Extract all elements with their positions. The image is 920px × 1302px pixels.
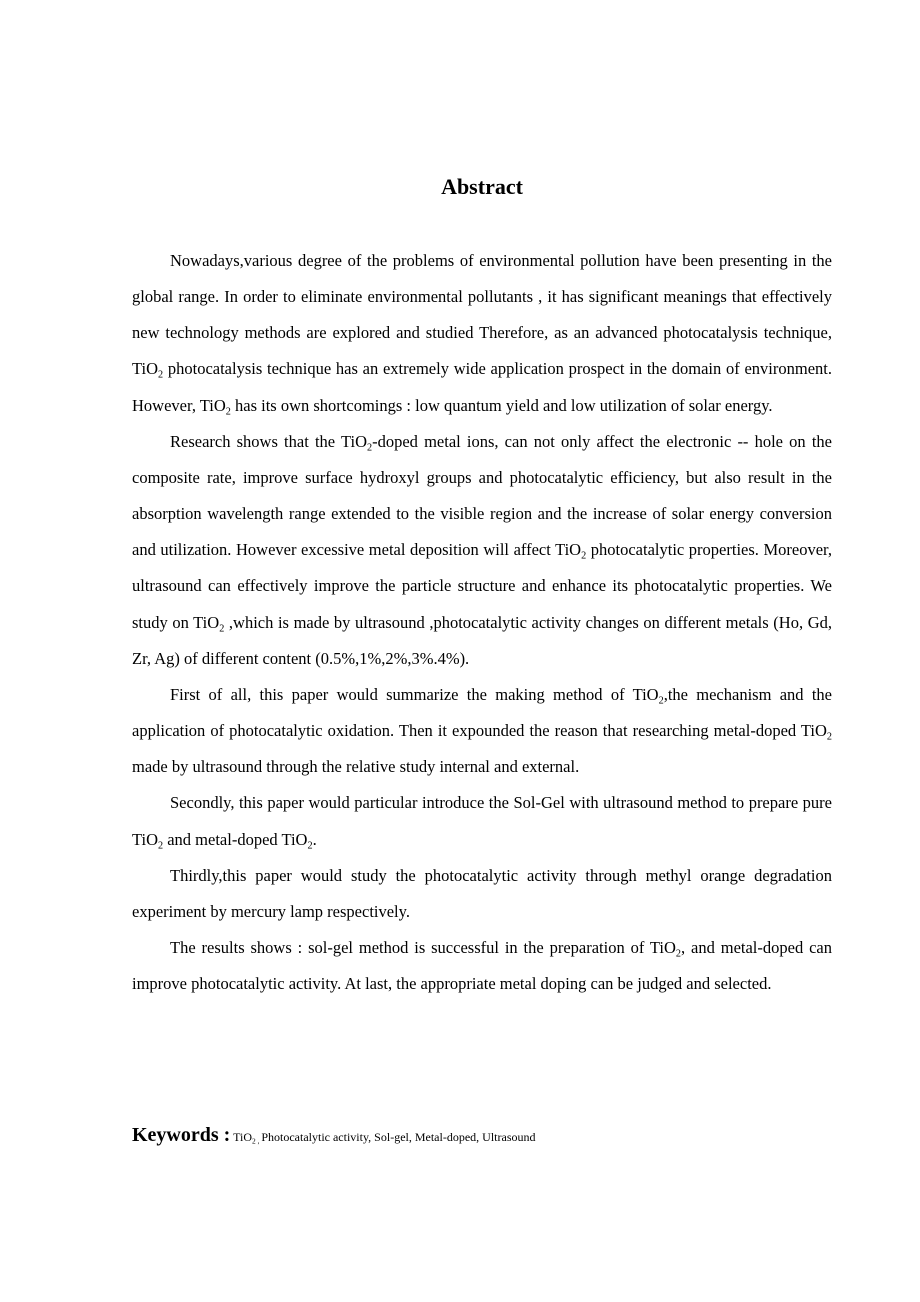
subscript: 2 (225, 405, 231, 417)
keywords-list (230, 1130, 535, 1144)
subscript: 2 (158, 369, 164, 381)
text-run: -doped metal ions, can not only affect the electronic -- hole on the composite rate, improve surface hydroxyl groups and photocatalytic efficiency, but also result in the absorption wavelength range extended to the visible region and the increase of solar energy conversion and utilization. However excessive metal deposition will affect TiO (132, 431, 832, 560)
subscript: 2 (658, 695, 664, 707)
text-run: and metal-doped TiO (163, 829, 308, 849)
text-run: The results shows : sol-gel method is successful in the preparation of TiO (170, 937, 676, 957)
abstract-paragraph (132, 930, 832, 1002)
subscript: 2 (252, 1136, 256, 1146)
text-run: photocatalytic properties. Moreover, ultrasound can effectively improve the particle structure and enhance its photocatalytic properties. We study on TiO (132, 540, 832, 632)
subscript: 2 (581, 550, 587, 562)
subscript: 2 (307, 839, 313, 851)
text-run: Secondly, this paper would particular introduce the Sol-Gel with ultrasound method to prepare pure TiO (132, 793, 832, 849)
text-run: photocatalysis technique has an extremely wide application prospect in the domain of environment. However, TiO (132, 359, 832, 415)
subscript: 2 (158, 839, 164, 851)
abstract-paragraph (132, 677, 832, 785)
subscript: 2 (219, 622, 225, 634)
text-run: made by ultrasound through the relative study internal and external. (132, 757, 580, 777)
text-run: TiO (230, 1130, 253, 1144)
abstract-paragraph (132, 858, 832, 930)
keywords-line (132, 1121, 832, 1151)
text-run: has its own shortcomings : low quantum yield and low utilization of solar energy. (230, 395, 773, 415)
text-run: Nowadays,various degree of the problems of environmental pollution have been presenting in the global range. In order to eliminate environmental pollutants , it has significant meanings that effectively new technology methods are explored and studied Therefore, as an advanced photocatalysis technique, TiO (132, 251, 832, 379)
text-run: Photocatalytic activity, Sol-gel, Metal-doped, Ultrasound (261, 1130, 536, 1144)
text-run: First of all, this paper would summarize the making method of TiO (170, 684, 659, 704)
text-run: ,which is made by ultrasound ,photocatalytic activity changes on different metals (Ho, Gd, Zr, Ag) of different content (0.5%,1%,2%,3%.4%). (132, 612, 832, 668)
page-title: Abstract (441, 174, 523, 199)
abstract-paragraph (132, 243, 832, 424)
subscript: 2 (675, 948, 682, 960)
text-run: ,the mechanism and the application of photocatalytic oxidation. Then it expounded the reason that researching metal-doped TiO (132, 684, 832, 741)
subscript: , (255, 1136, 262, 1146)
keywords-label: Keywords : (132, 1124, 231, 1146)
text-run: . (312, 829, 317, 849)
abstract-paragraph (132, 785, 832, 857)
text-run: Research shows that the TiO (170, 431, 367, 451)
abstract-body (132, 243, 832, 1002)
subscript: 2 (366, 442, 373, 454)
subscript: 2 (826, 731, 832, 743)
text-run: , and metal-doped can improve photocatalytic activity. At last, the appropriate metal doping can be judged and selected. (132, 937, 832, 994)
abstract-paragraph (132, 424, 832, 677)
text-run: Thirdly,this paper would study the photocatalytic activity through methyl orange degradation experiment by mercury lamp respectively. (132, 865, 832, 921)
